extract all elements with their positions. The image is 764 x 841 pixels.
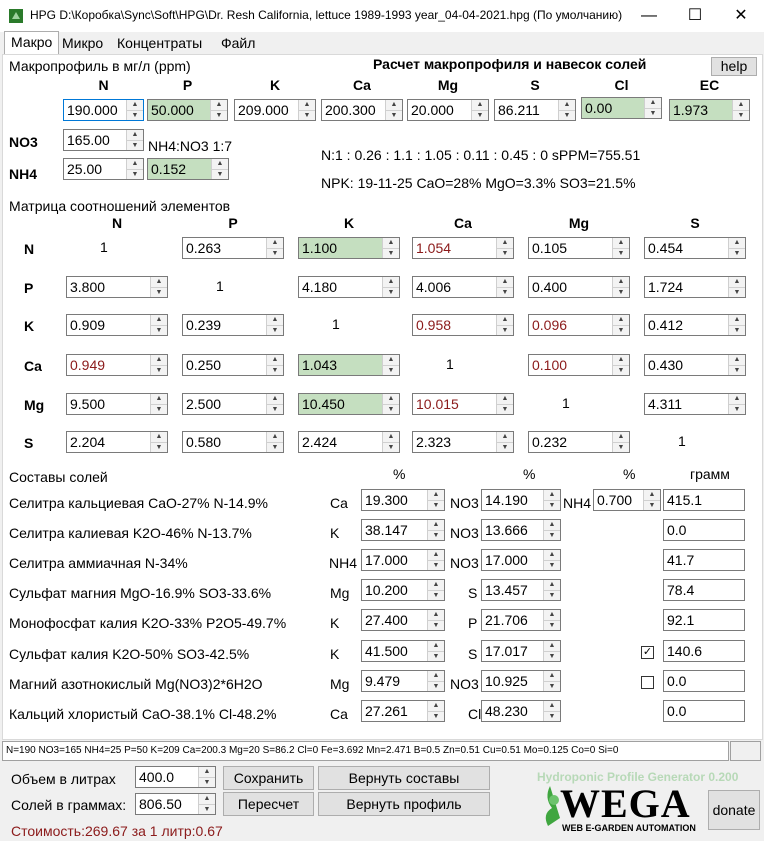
salt-use-checkbox[interactable] <box>641 676 654 689</box>
matrix-cell-k-mg-value: 0.096 <box>532 317 568 333</box>
salt-value-3[interactable] <box>593 489 661 511</box>
salt-value-1[interactable] <box>361 670 445 692</box>
macro-input-s[interactable] <box>494 99 576 121</box>
spin-arrows[interactable]: ▲ ▼ <box>543 641 560 661</box>
salt-grams-value: 41.7 <box>667 552 695 568</box>
matrix-col-mg: Mg <box>568 215 590 231</box>
matrix-row-s: S <box>24 435 34 451</box>
restore-salts-button[interactable]: Вернуть составы <box>318 766 490 790</box>
salt-value-1-value: 19.300 <box>365 492 408 508</box>
matrix-cell-ca-s[interactable] <box>644 354 746 376</box>
macro-header-p: P <box>182 77 193 93</box>
matrix-cell-mg-ca[interactable] <box>412 393 514 415</box>
spin-arrows[interactable]: ▲ ▼ <box>382 277 399 297</box>
matrix-cell-k-s[interactable] <box>644 314 746 336</box>
macro-header-ca: Ca <box>353 77 371 93</box>
salt-grams-field[interactable] <box>663 489 745 511</box>
matrix-row-ca: Ca <box>24 358 42 374</box>
calc-title: Расчет макропрофиля и навесок солей <box>373 56 647 72</box>
salts-grams-label: Солей в граммах: <box>11 797 127 813</box>
pct-header-1: % <box>393 466 406 482</box>
salt-value-1[interactable] <box>361 609 445 631</box>
spin-arrows[interactable]: ▲ ▼ <box>427 701 444 721</box>
macro-input-ca[interactable] <box>321 99 403 121</box>
matrix-cell-ca-mg-value: 0.100 <box>532 357 568 373</box>
salt-value-1-value: 27.400 <box>365 612 408 628</box>
matrix-cell-n-s[interactable] <box>644 237 746 259</box>
salt-value-2-value: 17.017 <box>485 643 528 659</box>
matrix-cell-s-k-value: 2.424 <box>302 434 338 450</box>
spin-arrows[interactable]: ▲ ▼ <box>150 355 167 375</box>
nh4-no3-ratio-label: NH4:NO3 1:7 <box>148 138 233 154</box>
macro-header-cl: Cl <box>614 77 629 93</box>
matrix-cell-mg-k[interactable] <box>298 393 400 415</box>
spin-arrows[interactable]: ▲ ▼ <box>427 671 444 691</box>
matrix-cell-p-s-value: 1.724 <box>648 279 684 295</box>
salt-value-1[interactable] <box>361 700 445 722</box>
no3-label: NO3 <box>9 134 38 150</box>
matrix-col-ca: Ca <box>454 215 472 231</box>
ratio-line: N:1 : 0.26 : 1.1 : 1.05 : 0.11 : 0.45 : 0 sPPM=755.51 <box>321 147 641 163</box>
salt-grams-value: 415.1 <box>667 492 703 508</box>
minimize-button[interactable]: — <box>641 7 657 24</box>
wega-logo <box>540 778 700 836</box>
matrix-cell-s-ca-value: 2.323 <box>416 434 452 450</box>
salt-name: Селитра аммиачная N-34% <box>9 555 188 571</box>
matrix-col-p: P <box>228 215 238 231</box>
matrix-cell-n-s-value: 0.454 <box>648 240 684 256</box>
macro-input-ec-value: 1.973 <box>673 102 709 118</box>
spin-arrows[interactable]: ▲ ▼ <box>496 238 513 258</box>
matrix-cell-n-k[interactable] <box>298 237 400 259</box>
spin-arrows[interactable]: ▲ ▼ <box>643 490 660 510</box>
spin-arrows[interactable]: ▲ ▼ <box>728 315 745 335</box>
salt-grams-field[interactable] <box>663 579 745 601</box>
cost-label: Стоимость:269.67 за 1 литр:0.67 <box>11 823 223 839</box>
matrix-cell-p-n-value: 3.800 <box>70 279 106 295</box>
salt-element-1: K <box>330 646 340 662</box>
matrix-cell-ca-k[interactable] <box>298 354 400 376</box>
matrix-cell-k-p[interactable] <box>182 314 284 336</box>
matrix-cell-ca-p-value: 0.250 <box>186 357 222 373</box>
matrix-cell-ca-n[interactable] <box>66 354 168 376</box>
matrix-cell-n-mg[interactable] <box>528 237 630 259</box>
spin-arrows[interactable]: ▲ ▼ <box>496 315 513 335</box>
macro-profile-label: Макропрофиль в мг/л (ppm) <box>9 58 191 74</box>
spin-arrows[interactable]: ▲ ▼ <box>728 238 745 258</box>
nh4-no3-ratio-input-value: 0.152 <box>151 161 187 177</box>
macro-input-p[interactable] <box>147 99 228 121</box>
matrix-cell-k-n[interactable] <box>66 314 168 336</box>
matrix-row-mg: Mg <box>24 397 45 413</box>
spin-arrows[interactable]: ▲ ▼ <box>385 100 402 120</box>
status-panel-empty <box>730 741 761 761</box>
matrix-cell-p-n[interactable] <box>66 276 168 298</box>
spin-arrows[interactable]: ▲ ▼ <box>427 520 444 540</box>
volume-label: Объем в литрах <box>11 771 116 787</box>
spin-arrows[interactable]: ▲ ▼ <box>150 315 167 335</box>
salt-element-1: K <box>330 525 340 541</box>
salt-value-1-value: 38.147 <box>365 522 408 538</box>
salt-grams-field[interactable] <box>663 700 745 722</box>
matrix-cell-k-ca[interactable] <box>412 314 514 336</box>
matrix-cell-mg-n[interactable] <box>66 393 168 415</box>
no3-input-value: 165.00 <box>67 132 110 148</box>
salt-value-2[interactable] <box>481 489 561 511</box>
spin-arrows[interactable]: ▲ ▼ <box>612 277 629 297</box>
macro-input-mg-value: 20.000 <box>411 102 454 118</box>
spin-arrows[interactable]: ▲ ▼ <box>126 130 143 150</box>
macro-input-k-value: 209.000 <box>238 102 289 118</box>
tab-concentrates[interactable]: Концентраты <box>117 35 203 51</box>
title-bar <box>0 0 764 32</box>
spin-arrows[interactable]: ▲ ▼ <box>543 610 560 630</box>
spin-arrows[interactable]: ▲ ▼ <box>496 432 513 452</box>
salt-element-2: P <box>468 615 478 631</box>
volume-input[interactable]: 400.0 ▲ ▼ <box>135 766 216 788</box>
salt-grams-field[interactable] <box>663 640 745 662</box>
salt-name: Монофосфат калия K2O-33% P2O5-49.7% <box>9 615 287 631</box>
restore-profile-button[interactable]: Вернуть профиль <box>318 792 490 816</box>
salts-title: Составы солей <box>9 469 108 485</box>
matrix-diag-mg: 1 <box>562 395 570 411</box>
matrix-cell-s-ca[interactable] <box>412 431 514 453</box>
macro-input-ec[interactable] <box>669 99 750 121</box>
matrix-row-n: N <box>24 241 35 257</box>
matrix-cell-mg-p-value: 2.500 <box>186 396 222 412</box>
macro-input-cl[interactable] <box>581 97 662 119</box>
salt-element-2: Cl <box>468 706 482 722</box>
spin-arrows[interactable]: ▲ ▼ <box>728 394 745 414</box>
matrix-diag-p: 1 <box>216 278 224 294</box>
spin-arrows[interactable]: ▲ ▼ <box>298 100 315 120</box>
salt-element-1: Ca <box>330 495 348 511</box>
spin-arrows[interactable]: ▲ ▼ <box>612 355 629 375</box>
matrix-diag-s: 1 <box>678 433 686 449</box>
salt-value-1-value: 10.200 <box>365 582 408 598</box>
matrix-cell-p-mg-value: 0.400 <box>532 279 568 295</box>
nh4-input[interactable] <box>63 158 144 180</box>
salt-element-3: NH4 <box>563 495 592 511</box>
spin-arrows[interactable]: ▲ ▼ <box>543 520 560 540</box>
macro-input-ca-value: 200.300 <box>325 102 376 118</box>
salt-value-1-value: 41.500 <box>365 643 408 659</box>
matrix-cell-ca-n-value: 0.949 <box>70 357 106 373</box>
wega-logo-sub: WEB E-GARDEN AUTOMATION <box>562 823 696 833</box>
spin-arrows[interactable]: ▲ ▼ <box>496 277 513 297</box>
matrix-cell-k-ca-value: 0.958 <box>416 317 452 333</box>
matrix-cell-n-p[interactable] <box>182 237 284 259</box>
matrix-cell-k-s-value: 0.412 <box>648 317 684 333</box>
recalc-button[interactable]: Пересчет <box>223 792 314 816</box>
spin-arrows[interactable]: ▲ ▼ <box>612 432 629 452</box>
matrix-cell-s-mg-value: 0.232 <box>532 434 568 450</box>
salt-value-1[interactable] <box>361 549 445 571</box>
matrix-cell-k-p-value: 0.239 <box>186 317 222 333</box>
app-name-label: Hydroponic Profile Generator 0.200 <box>537 770 739 784</box>
salt-use-checkbox[interactable]: ✓ <box>642 646 653 658</box>
app-icon <box>8 8 24 24</box>
salt-element-1: Mg <box>330 585 350 601</box>
donate-button[interactable]: donate <box>708 790 760 830</box>
salt-name: Кальций хлористый CaO-38.1% Cl-48.2% <box>9 706 277 722</box>
salt-value-2-value: 10.925 <box>485 673 528 689</box>
spin-arrows[interactable]: ▲ ▼ <box>266 432 283 452</box>
spin-arrows[interactable]: ▲ ▼ <box>543 701 560 721</box>
matrix-cell-mg-p[interactable] <box>182 393 284 415</box>
no3-input[interactable] <box>63 129 144 151</box>
salt-name: Селитра кальциевая CaO-27% N-14.9% <box>9 495 268 511</box>
spin-arrows[interactable]: ▲ ▼ <box>382 238 399 258</box>
salt-element-1: K <box>330 615 340 631</box>
wega-logo-text: WEGA <box>560 781 691 826</box>
matrix-cell-n-ca-value: 1.054 <box>416 240 452 256</box>
salt-value-1[interactable] <box>361 489 445 511</box>
salt-element-2: NO3 <box>450 676 479 692</box>
salt-value-1[interactable] <box>361 519 445 541</box>
matrix-cell-s-p-value: 0.580 <box>186 434 222 450</box>
salt-element-2: NO3 <box>450 495 479 511</box>
pct-header-3: % <box>623 466 636 482</box>
close-button[interactable]: ✕ <box>734 7 748 24</box>
matrix-cell-k-n-value: 0.909 <box>70 317 106 333</box>
spin-arrows[interactable]: ▲ ▼ <box>150 277 167 297</box>
matrix-diag-k: 1 <box>332 316 340 332</box>
matrix-cell-s-p[interactable] <box>182 431 284 453</box>
macro-input-p-value: 50.000 <box>151 102 194 118</box>
spin-arrows[interactable]: ▲ ▼ <box>558 100 575 120</box>
matrix-cell-ca-p[interactable] <box>182 354 284 376</box>
salt-grams-value: 0.0 <box>667 703 687 719</box>
macro-input-k[interactable] <box>234 99 316 121</box>
matrix-row-k: K <box>24 318 35 334</box>
salt-grams-field[interactable] <box>663 670 745 692</box>
matrix-cell-k-mg[interactable] <box>528 314 630 336</box>
matrix-cell-ca-mg[interactable] <box>528 354 630 376</box>
salt-value-3-value: 0.700 <box>597 492 633 508</box>
spin-arrows[interactable]: ▲ ▼ <box>543 580 560 600</box>
spin-arrows[interactable]: ▲ ▼ <box>543 490 560 510</box>
salt-element-1: Mg <box>330 676 350 692</box>
spin-arrows[interactable]: ▲ ▼ <box>126 100 143 120</box>
matrix-col-k: K <box>343 215 355 231</box>
matrix-cell-ca-k-value: 1.043 <box>302 357 338 373</box>
status-line: N=190 NO3=165 NH4=25 P=50 K=209 Ca=200.3 Mg=20 S=86.2 Cl=0 Fe=3.692 Mn=2.471 B=0.5 Zn=0.51 Cu=0.51 Mo=0.125 Co=0 Si=0 <box>2 741 729 761</box>
matrix-cell-p-mg[interactable] <box>528 276 630 298</box>
matrix-cell-p-s[interactable] <box>644 276 746 298</box>
macro-input-n[interactable] <box>63 99 144 121</box>
maximize-button[interactable]: ☐ <box>687 7 703 24</box>
salt-name: Селитра калиевая K2O-46% N-13.7% <box>9 525 252 541</box>
salt-element-2: NO3 <box>450 555 479 571</box>
salt-value-2-value: 48.230 <box>485 703 528 719</box>
matrix-cell-mg-n-value: 9.500 <box>70 396 106 412</box>
salt-value-2-value: 17.000 <box>485 552 528 568</box>
spin-arrows[interactable]: ▲ ▼ <box>150 432 167 452</box>
salts-grams-input[interactable]: 806.50 ▲ ▼ <box>135 793 216 815</box>
matrix-cell-p-ca-value: 4.006 <box>416 279 452 295</box>
macro-input-cl-value: 0.00 <box>585 100 613 116</box>
macro-input-n-value: 190.000 <box>67 102 118 118</box>
spin-arrows[interactable]: ▲ ▼ <box>427 641 444 661</box>
matrix-cell-s-mg[interactable] <box>528 431 630 453</box>
spin-arrows[interactable]: ▲ ▼ <box>211 159 228 179</box>
matrix-col-n: N <box>111 215 123 231</box>
spin-arrows[interactable]: ▲ ▼ <box>496 394 513 414</box>
spin-arrows[interactable]: ▲ ▼ <box>427 490 444 510</box>
nh4-no3-ratio-input[interactable] <box>147 158 229 180</box>
pct-header-2: % <box>523 466 536 482</box>
matrix-cell-n-p-value: 0.263 <box>186 240 222 256</box>
window-title: HPG D:\Коробка\Sync\Soft\HPG\Dr. Resh California, lettuce 1989-1993 year_04-04-2021.hpg (По умолчанию) <box>30 8 623 22</box>
salt-element-2: NO3 <box>450 525 479 541</box>
salt-name: Магний азотнокислый Mg(NO3)2*6H2O <box>9 676 263 692</box>
salt-grams-value: 0.0 <box>667 673 687 689</box>
matrix-diag-ca: 1 <box>446 356 454 372</box>
salt-name: Сульфат магния MgO-16.9% SO3-33.6% <box>9 585 272 601</box>
macro-header-n: N <box>98 77 109 93</box>
spin-arrows[interactable]: ▲ ▼ <box>382 432 399 452</box>
npk-line: NPK: 19-11-25 CaO=28% MgO=3.3% SO3=21.5% <box>321 175 636 191</box>
matrix-cell-s-n-value: 2.204 <box>70 434 106 450</box>
salt-value-2[interactable] <box>481 549 561 571</box>
spin-arrows[interactable]: ▲ ▼ <box>471 100 488 120</box>
spin-arrows[interactable]: ▲ ▼ <box>382 355 399 375</box>
tab-micro[interactable]: Микро <box>62 35 104 51</box>
salt-grams-value: 140.6 <box>667 643 703 659</box>
matrix-row-p: P <box>24 280 34 296</box>
spin-arrows[interactable]: ▲ ▼ <box>382 394 399 414</box>
matrix-cell-ca-s-value: 0.430 <box>648 357 684 373</box>
matrix-cell-p-ca[interactable] <box>412 276 514 298</box>
salt-value-2-value: 14.190 <box>485 492 528 508</box>
help-button[interactable]: help <box>711 57 757 76</box>
macro-header-mg: Mg <box>437 77 459 93</box>
salt-value-2[interactable] <box>481 670 561 692</box>
salt-value-2-value: 21.706 <box>485 612 528 628</box>
matrix-cell-s-k[interactable] <box>298 431 400 453</box>
salt-value-1[interactable] <box>361 579 445 601</box>
salt-element-1: Ca <box>330 706 348 722</box>
salt-grams-value: 0.0 <box>667 522 687 538</box>
macro-header-s: S <box>530 77 540 93</box>
matrix-cell-mg-s-value: 4.311 <box>648 396 682 412</box>
spin-arrows[interactable]: ▲ ▼ <box>266 238 283 258</box>
salt-grams-field[interactable] <box>663 519 745 541</box>
matrix-title: Матрица соотношений элементов <box>9 198 231 214</box>
spin-arrows[interactable]: ▲ ▼ <box>126 159 143 179</box>
spin-arrows[interactable]: ▲ ▼ <box>427 550 444 570</box>
save-button[interactable]: Сохранить <box>223 766 314 790</box>
salt-element-2: S <box>468 585 478 601</box>
spin-arrows[interactable]: ▲ ▼ <box>728 355 745 375</box>
tab-macro[interactable]: Макро <box>4 31 59 55</box>
spin-arrows[interactable]: ▲ ▼ <box>150 394 167 414</box>
macro-input-mg[interactable] <box>407 99 489 121</box>
spin-arrows[interactable]: ▲ ▼ <box>543 550 560 570</box>
macro-header-k: K <box>269 77 281 93</box>
salt-value-2[interactable] <box>481 640 561 662</box>
salt-value-2[interactable] <box>481 609 561 631</box>
macro-header-ec: EC <box>699 77 720 93</box>
tab-file[interactable]: Файл <box>221 35 256 51</box>
spin-arrows[interactable]: ▲ ▼ <box>612 238 629 258</box>
salt-value-2-value: 13.666 <box>485 522 528 538</box>
matrix-cell-n-k-value: 1.100 <box>302 240 338 256</box>
spin-arrows[interactable]: ▲ ▼ <box>644 98 661 118</box>
macro-input-s-value: 86.211 <box>498 102 540 118</box>
salt-value-1-value: 17.000 <box>365 552 408 568</box>
salt-value-2[interactable] <box>481 579 561 601</box>
spin-arrows[interactable]: ▲ ▼ <box>543 671 560 691</box>
matrix-cell-mg-ca-value: 10.015 <box>416 396 459 412</box>
spin-arrows[interactable]: ▲ ▼ <box>427 610 444 630</box>
salt-element-1: NH4 <box>329 555 358 571</box>
matrix-diag-n: 1 <box>100 239 108 255</box>
salt-value-1-value: 27.261 <box>365 703 408 719</box>
matrix-cell-p-k-value: 4.180 <box>302 279 338 295</box>
salt-element-2: S <box>468 646 478 662</box>
salt-value-2-value: 13.457 <box>485 582 528 598</box>
salt-value-2[interactable] <box>481 700 561 722</box>
matrix-cell-p-k[interactable] <box>298 276 400 298</box>
matrix-cell-mg-k-value: 10.450 <box>302 396 345 412</box>
spin-arrows[interactable]: ▲ ▼ <box>732 100 749 120</box>
salt-grams-field[interactable] <box>663 549 745 571</box>
spin-arrows[interactable]: ▲ ▼ <box>266 355 283 375</box>
spin-arrows[interactable]: ▲ ▼ <box>266 315 283 335</box>
salt-grams-value: 78.4 <box>667 582 695 598</box>
spin-arrows[interactable]: ▲ ▼ <box>210 100 227 120</box>
matrix-cell-n-mg-value: 0.105 <box>532 240 568 256</box>
salt-value-1-value: 9.479 <box>365 673 401 689</box>
matrix-cell-s-n[interactable] <box>66 431 168 453</box>
spin-arrows[interactable]: ▲ ▼ <box>612 315 629 335</box>
spin-arrows[interactable]: ▲ ▼ <box>728 277 745 297</box>
nh4-label: NH4 <box>9 166 38 182</box>
salt-value-2[interactable] <box>481 519 561 541</box>
gram-header: грамм <box>690 466 730 482</box>
spin-arrows[interactable]: ▲ ▼ <box>427 580 444 600</box>
matrix-cell-mg-s[interactable] <box>644 393 746 415</box>
salt-grams-value: 92.1 <box>667 612 695 628</box>
salt-name: Сульфат калия K2O-50% SO3-42.5% <box>9 646 250 662</box>
salt-grams-field[interactable] <box>663 609 745 631</box>
nh4-input-value: 25.00 <box>67 161 103 177</box>
salt-value-1[interactable] <box>361 640 445 662</box>
matrix-col-s: S <box>690 215 700 231</box>
spin-arrows[interactable]: ▲ ▼ <box>266 394 283 414</box>
matrix-cell-n-ca[interactable] <box>412 237 514 259</box>
